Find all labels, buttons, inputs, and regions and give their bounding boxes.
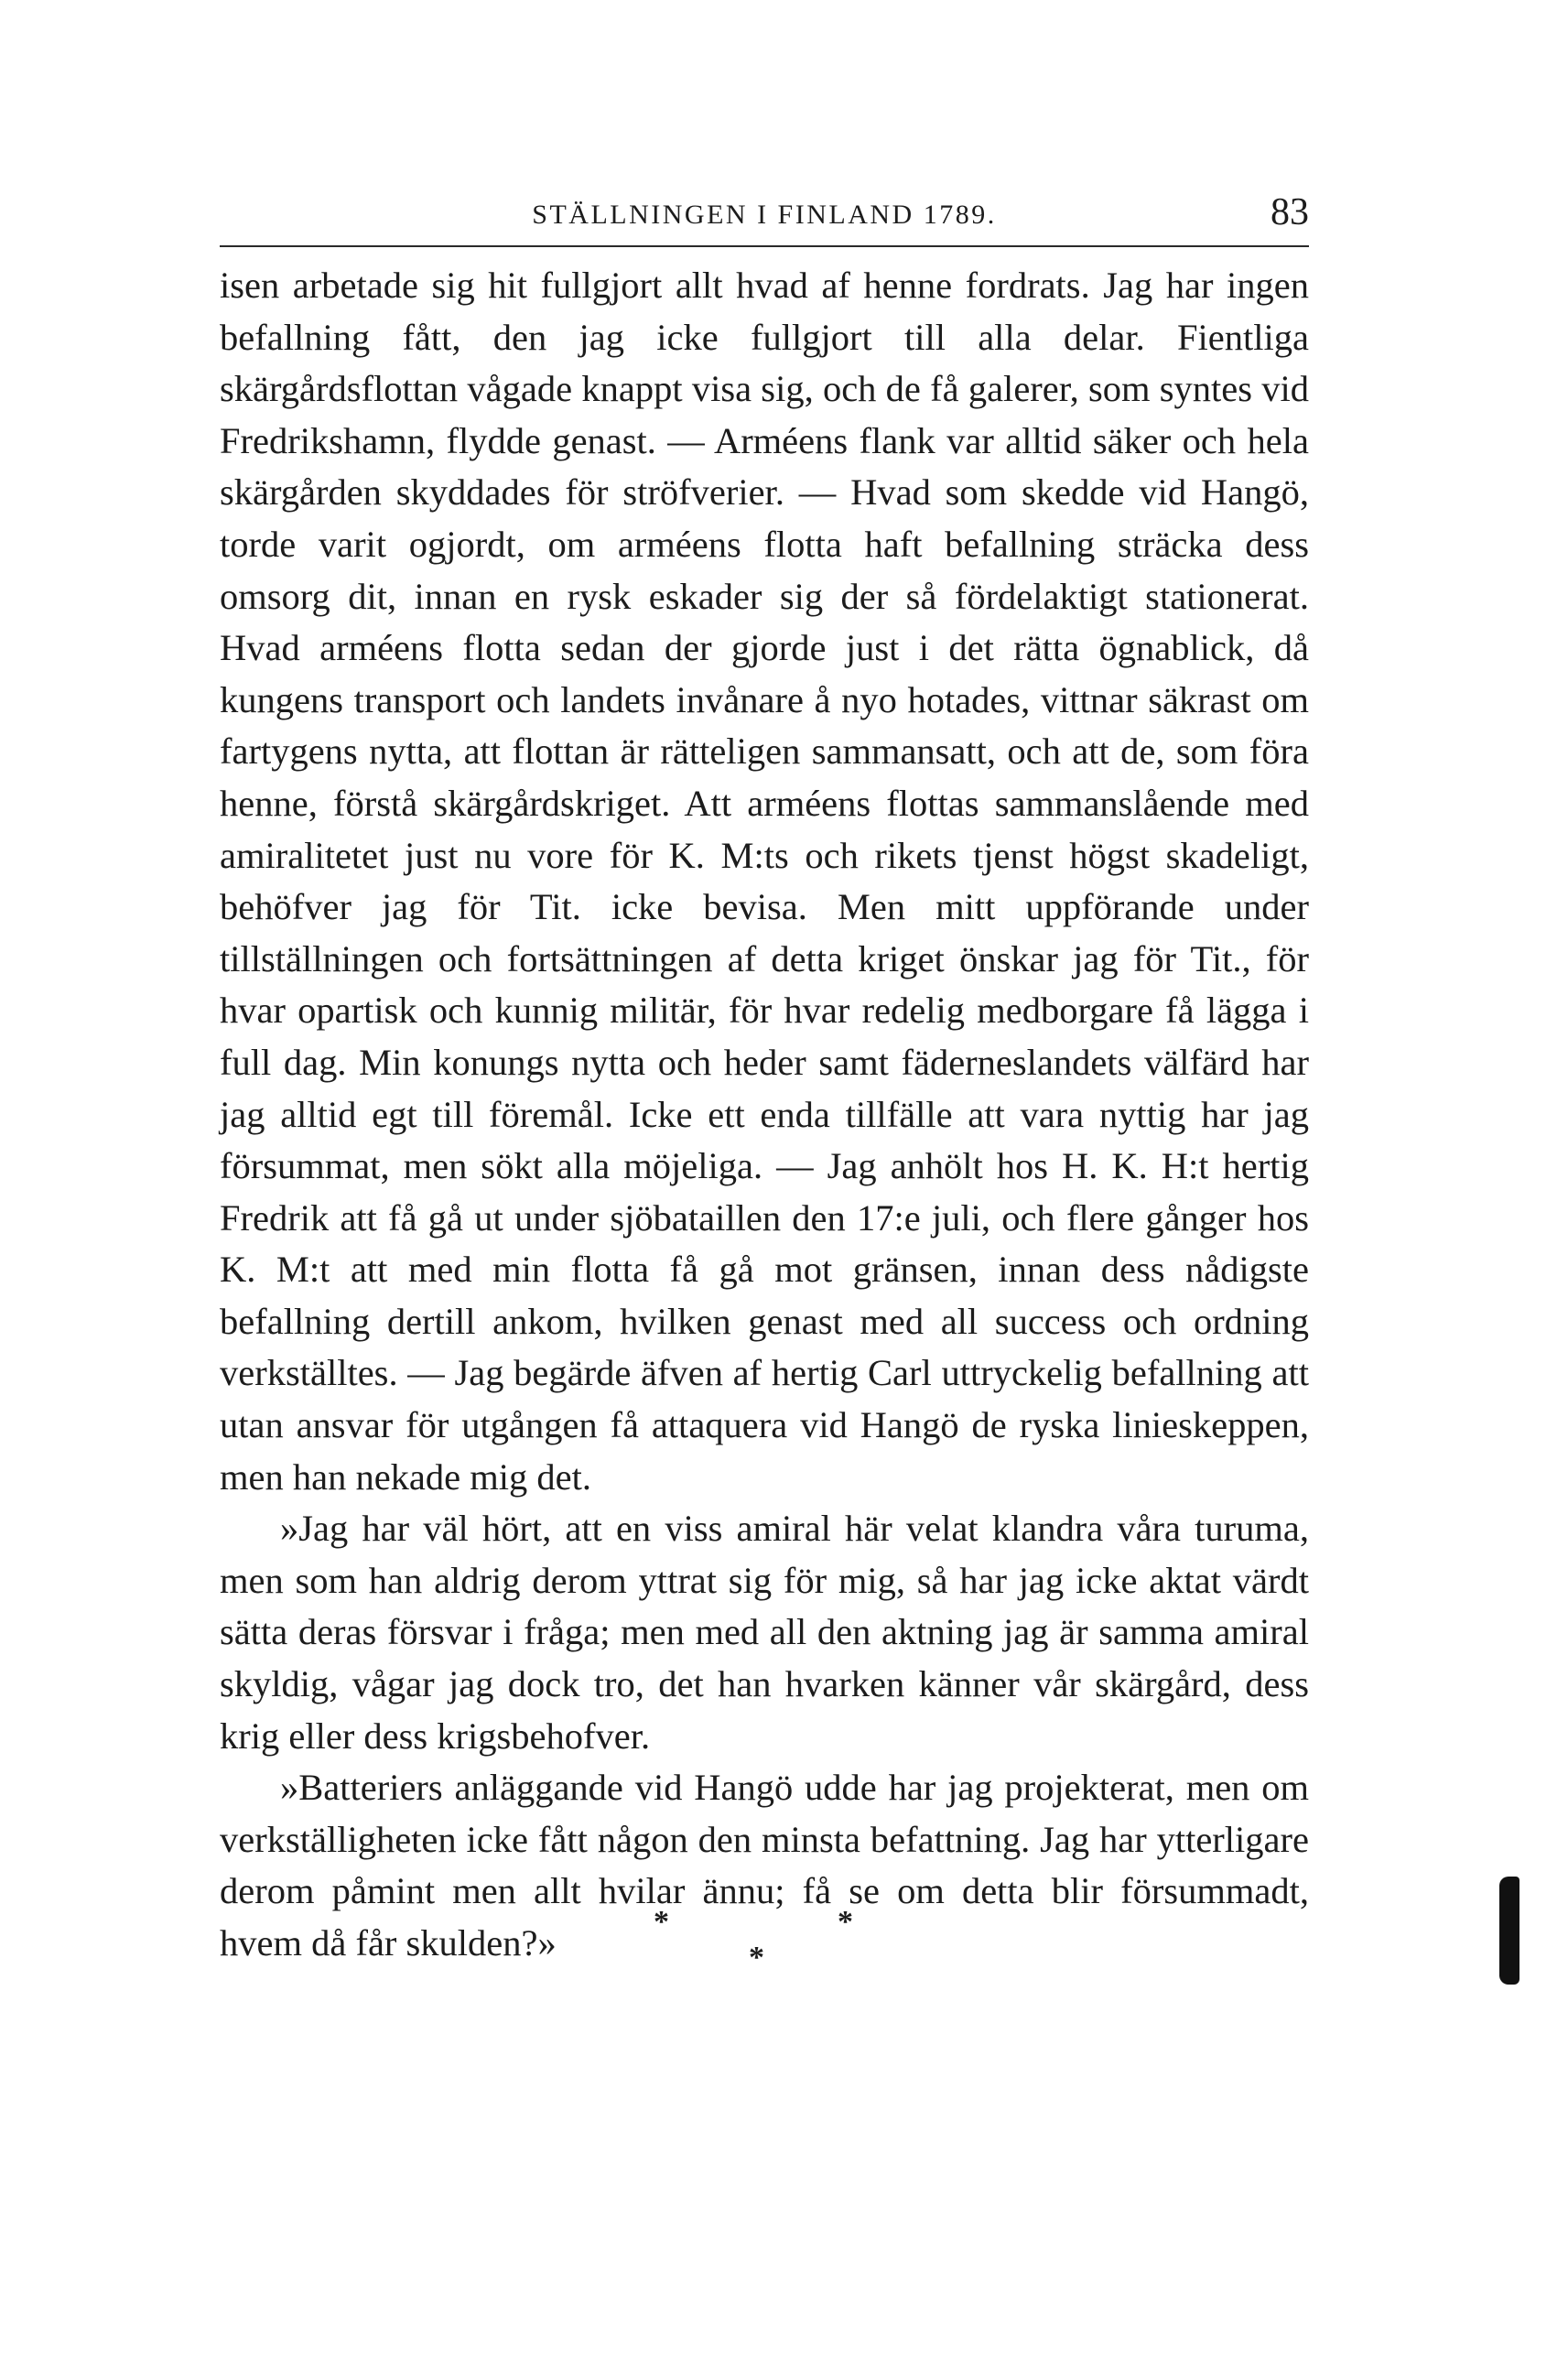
- paragraph: »Jag har väl hört, att en viss amiral här velat klandra våra turuma, men som han aldrig derom yttrat sig för mig, så har jag icke aktat värdt sätta deras försvar i fråga; men med all den aktning jag är samma amiral skyldig, vågar jag dock tro, det han hvarken känner vår skärgård, dess krig eller dess krigsbehofver.: [220, 1508, 1309, 1757]
- asterism-star: *: [838, 1905, 853, 1939]
- asterism-star: *: [654, 1905, 669, 1939]
- running-head: [220, 190, 1309, 245]
- asterism-star: *: [749, 1941, 764, 1974]
- margin-ink-mark: [1499, 1877, 1519, 1985]
- paragraph: isen arbetade sig hit fullgjort allt hvad af henne fordrats. Jag har ingen befallning fått, den jag icke fullgjort till alla delar. Fientliga skärgårdsflottan vågade knappt visa sig, och de få galerer, som syntes vid Fredrikshamn, flydde genast. — Arméens flank var alltid säker och hela skärgården skyddades för ströfverier. — Hvad som skedde vid Hangö, torde varit ogjordt, om arméens flotta haft befallning sträcka dess omsorg dit, innan en rysk eskader sig der så fördelaktigt stationerat. Hvad arméens flotta sedan der gjorde just i det rätta ögnablick, då kungens transport och landets invånare å nyo hotades, vittnar säkrast om fartygens nytta, att flottan är rätteligen sammansatt, och att de, som föra henne, förstå skärgårdskriget. Att arméens flottas sammanslående med amiralitetet just nu vore för K. M:ts och rikets tjenst högst skadeligt, behöfver jag för Tit. icke bevisa. Men mitt uppförande under tillställningen och fortsättningen af detta kriget önskar jag för Tit., för hvar opartisk och kunnig militär, för hvar redelig medborgare få lägga i full dag. Min konungs nytta och heder samt fäderneslandets välfärd har jag alltid egt till föremål. Icke ett enda tillfälle att vara nyttig har jag försummat, men sökt alla möjeliga. — Jag anhölt hos H. K. H:t hertig Fredrik att få gå ut under sjöbataillen den 17:e juli, och flere gånger hos K. M:t att med min flotta få gå mot gränsen, innan dess nådigste befallning dertill ankom, hvilken genast med all success och ordning verkställtes. — Jag begärde äfven af hertig Carl uttryckelig befallning att utan ansvar för utgången få attaquera vid Hangö de ryska linieskeppen, men han nekade mig det.: [220, 265, 1309, 1498]
- body-text: [220, 260, 1309, 1970]
- paragraph: »Batteriers anläggande vid Hangö udde har jag projekterat, men om verkställigheten icke fått någon den minsta befattning. Jag har ytterligare derom påmint men allt hvilar ännu; få se om detta blir försummadt, hvem då får skulden?»: [220, 1767, 1309, 1964]
- header-rule: [220, 245, 1309, 247]
- running-title: STÄLLNINGEN I FINLAND 1789.: [532, 200, 997, 230]
- page-number: 83: [1271, 191, 1309, 233]
